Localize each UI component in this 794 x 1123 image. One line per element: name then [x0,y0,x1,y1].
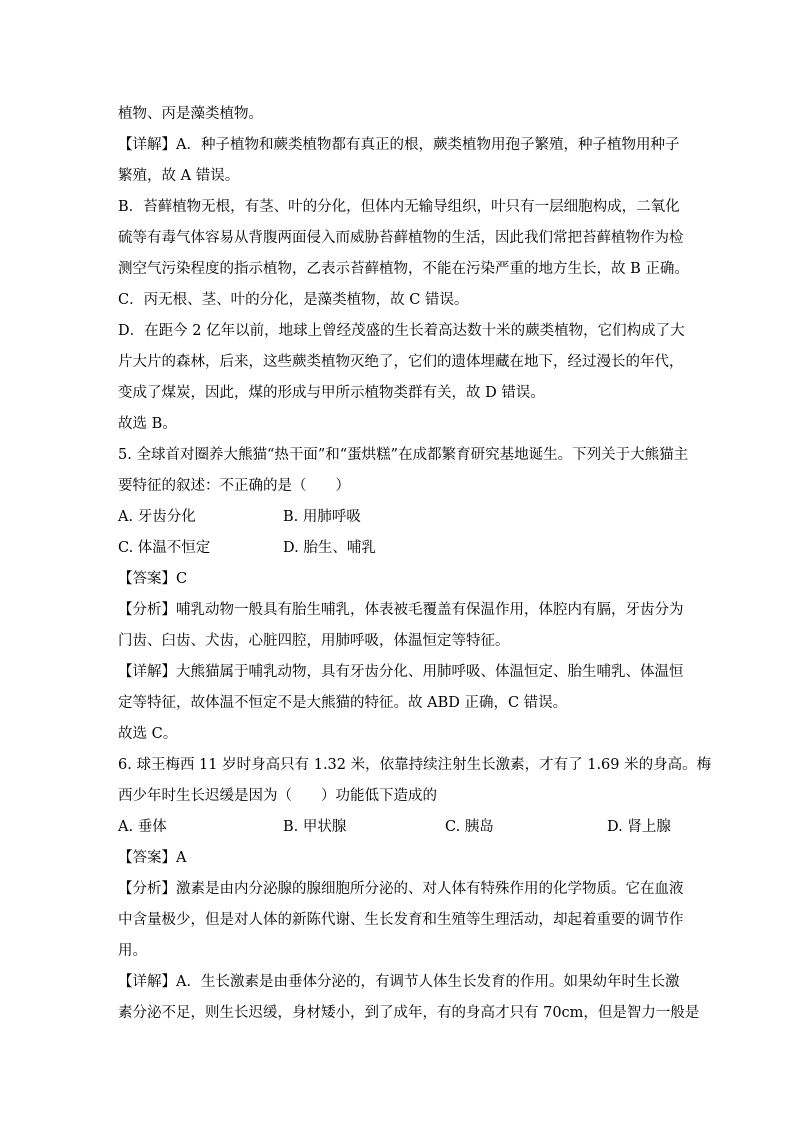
analysis-line: 【分析】激素是由内分泌腺的腺细胞所分泌的、对人体有特殊作用的化学物质。它在血液 [118,881,684,897]
analysis-line: 【分析】哺乳动物一般具有胎生哺乳，体表被毛覆盖有保温作用，体腔内有膈，牙齿分为 [118,602,684,618]
option-c: C. 体温不恒定 [118,540,211,556]
text-line: C．丙无根、茎、叶的分化，是藻类植物，故 C 错误。 [118,292,469,308]
analysis-line: 门齿、臼齿、犬齿，心脏四腔，用肺呼吸，体温恒定等特征。 [118,633,510,649]
option-b: B. 甲状腺 [283,819,347,835]
text-line: 片大片的森林，后来，这些蕨类植物灭绝了，它们的遗体埋藏在地下，经过漫长的年代， [118,354,684,370]
answer-line: 【答案】C [118,571,188,587]
question-5-options-row-1 [118,502,678,533]
text-line: 硫等有毒气体容易从背腹两面侵入而威胁苔藓植物的生活，因此我们常把苔藓植物作为检 [118,230,684,246]
analysis-line: 用。 [118,943,147,959]
option-a: A. 垂体 [118,819,167,835]
question-5-stem: 5. 全球首对圈养大熊猫“热干面”和“蛋烘糕”在成都繁育研究基地诞生。下列关于大熊猫主 [118,447,689,463]
question-6-stem: 6. 球王梅西 11 岁时身高只有 1.32 米，依靠持续注射生长激素，才有了 1.69 米的身高。梅 [118,757,712,773]
question-6-options [118,812,678,843]
detail-line: 素分泌不足，则生长迟缓，身材矮小，到了成年，有的身高才只有 70cm，但是智力一般是 [118,1005,700,1021]
text-line: 故选 B。 [118,416,177,432]
text-line: B．苔藓植物无根，有茎、叶的分化，但体内无输导组织，叶只有一层细胞构成，二氧化 [118,199,680,215]
text-line: D．在距今 2 亿年以前，地球上曾经茂盛的生长着高达数十米的蕨类植物，它们构成了大 [118,323,685,339]
text-line: 变成了煤炭，因此，煤的形成与甲所示植物类群有关，故 D 错误。 [118,385,545,401]
option-b: B. 用肺呼吸 [283,509,361,525]
detail-line: 【详解】A．生长激素是由垂体分泌的，有调节人体生长发育的作用。如果幼年时生长激 [118,974,680,990]
analysis-line: 中含量极少，但是对人体的新陈代谢、生长发育和生殖等生理活动，却起着重要的调节作 [118,912,684,928]
document-page [118,99,712,1029]
text-line: 【详解】A．种子植物和蕨类植物都有真正的根，蕨类植物用孢子繁殖，种子植物用种子 [118,137,680,153]
text-line: 测空气污染程度的指示植物，乙表示苔藓植物，不能在污染严重的地方生长，故 B 正确。 [118,261,689,277]
question-5-options-row-2 [118,533,678,564]
detail-line: 【详解】大熊猫属于哺乳动物，具有牙齿分化、用肺呼吸、体温恒定、胎生哺乳、体温恒 [118,664,684,680]
answer-line: 【答案】A [118,850,187,866]
detail-line: 定等特征，故体温不恒定不是大熊猫的特征。故 ABD 正确，C 错误。 [118,695,568,711]
choice-line: 故选 C。 [118,726,178,742]
option-d: D. 胎生、哺乳 [283,540,376,556]
question-5-stem: 要特征的叙述：不正确的是（ ） [118,478,350,494]
text-line: 植物、丙是藻类植物。 [118,106,263,122]
option-d: D. 肾上腺 [607,819,671,835]
question-6-stem: 西少年时生长迟缓是因为（ ）功能低下造成的 [118,788,437,804]
option-a: A. 牙齿分化 [118,509,196,525]
option-c: C. 胰岛 [445,819,494,835]
text-line: 繁殖，故 A 错误。 [118,168,240,184]
